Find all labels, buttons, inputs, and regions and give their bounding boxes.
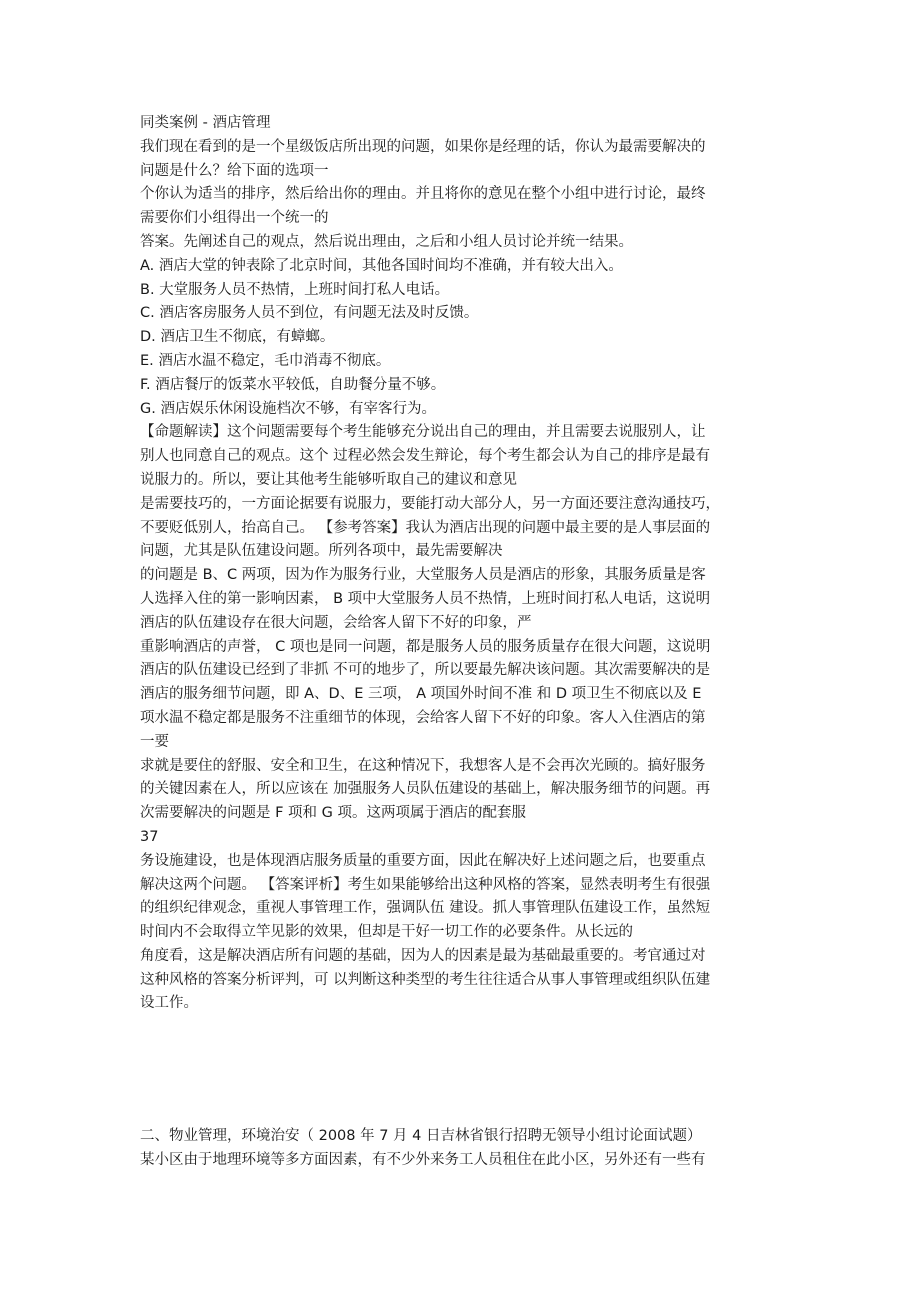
text-line: 酒店的队伍建设存在很大问题，会给客人留下不好的印象，严: [140, 614, 532, 631]
text-line: 说服力的。所以，要让其他考生能够听取自己的建议和意见: [140, 471, 517, 488]
text-line: 某小区由于地理环境等多方面因素，有不少外来务工人员租住在此小区，另外还有一些有: [140, 1151, 706, 1168]
text-line: 问题，尤其是队伍建设问题。所列各项中，最先需要解决: [140, 543, 503, 560]
section-2-block: [140, 1125, 790, 1173]
text-line: 设工作。: [140, 995, 198, 1012]
option-a: A. 酒店大堂的钟表除了北京时间，其他各国时间均不准确，并有较大出入。: [140, 257, 623, 274]
text-line: 的关键因素在人，所以应该在 加强服务人员队伍建设的基础上，解决服务细节的问题。再: [140, 781, 711, 798]
option-c: C. 酒店客房服务人员不到位，有问题无法及时反馈。: [140, 305, 479, 322]
section-2-heading: 二、物业管理，环境治安（ 2008 年 7 月 4 日吉林省银行招聘无领导小组讨论面试题）: [140, 1128, 702, 1144]
text-line: 是需要技巧的，一方面论据要有说服力，要能打动大部分人，另一方面还要注意沟通技巧，: [140, 495, 720, 512]
option-f: F. 酒店餐厅的饭菜水平较低，自助餐分量不够。: [140, 376, 446, 393]
text-line: 项水温不稳定都是服务不注重细节的体现，会给客人留下不好的印象。客人入住酒店的第: [140, 709, 706, 726]
option-g: G. 酒店娱乐休闲设施档次不够，有宰客行为。: [140, 400, 436, 417]
text-line: 一要: [140, 733, 169, 750]
text-line: 酒店的服务细节问题，即 A、D、E 三项， A 项国外时间不准 和 D 项卫生不彻底以及 E: [140, 686, 702, 703]
text-line: 不要贬低别人，抬高自己。 【参考答案】我认为酒店出现的问题中最主要的是人事层面的: [140, 519, 711, 536]
text-line: 次需要解决的问题是 F 项和 G 项。这两项属于酒店的配套服: [140, 805, 527, 822]
case-title: 同类案例 - 酒店管理: [140, 115, 271, 131]
text-line: 角度看，这是解决酒店所有问题的基础，因为人的因素是最为基础最重要的。考官通过对: [140, 947, 706, 964]
text-line: 问题是什么？给下面的选项一: [140, 162, 329, 179]
text-line: 的问题是 B、C 两项，因为作为服务行业，大堂服务人员是酒店的形象，其服务质量是客: [140, 567, 706, 584]
text-line: 这种风格的答案分析评判，可 以判断这种类型的考生往往适合从事人事管理或组织队伍建: [140, 971, 711, 988]
option-b: B. 大堂服务人员不热情，上班时间打私人电话。: [140, 281, 450, 298]
text-line: 个你认为适当的排序，然后给出你的理由。并且将你的意见在整个小组中进行讨论，最终: [140, 186, 706, 203]
text-line: 别人也同意自己的观点。这个 过程必然会发生辩论，每个考生都会认为自己的排序是最有: [140, 448, 711, 465]
text-line: 务设施建设，也是体现酒店服务质量的重要方面，因此在解决好上述问题之后，也要重点: [140, 852, 706, 869]
text-line: 求就是要住的舒服、安全和卫生，在这种情况下，我想客人是不会再次光顾的。搞好服务: [140, 757, 706, 774]
text-line: 答案。先阐述自己的观点，然后说出理由，之后和小组人员讨论并统一结果。: [140, 233, 633, 250]
option-e: E. 酒店水温不稳定，毛巾消毒不彻底。: [140, 352, 391, 369]
text-line: 【命题解读】这个问题需要每个考生能够充分说出自己的理由，并且需要去说服别人，让: [140, 424, 706, 441]
text-line: 酒店的队伍建设已经到了非抓 不可的地步了，所以要最先解决该问题。其次需要解决的是: [140, 662, 711, 679]
text-line: 我们现在看到的是一个星级饭店所出现的问题，如果你是经理的话，你认为最需要解决的: [140, 138, 706, 155]
main-text-block: [140, 112, 790, 1016]
text-line: 时间内不会取得立竿见影的效果，但却是干好一切工作的必要条件。从长远的: [140, 924, 633, 941]
option-d: D. 酒店卫生不彻底，有蟑螂。: [140, 329, 335, 346]
text-line: 的组织纪律观念，重视人事管理工作，强调队伍 建设。抓人事管理队伍建设工作，虽然短: [140, 900, 711, 917]
text-line: 重影响酒店的声誉， C 项也是同一问题，都是服务人员的服务质量存在很大问题，这说明: [140, 638, 711, 655]
text-line: 人选择入住的第一影响因素， B 项中大堂服务人员不热情，上班时间打私人电话，这说明: [140, 590, 711, 607]
text-line: 需要你们小组得出一个统一的: [140, 210, 329, 227]
text-line: 解决这两个问题。 【答案评析】考生如果能够给出这种风格的答案，显然表明考生有很强: [140, 876, 711, 893]
page-number: 37: [140, 828, 159, 845]
